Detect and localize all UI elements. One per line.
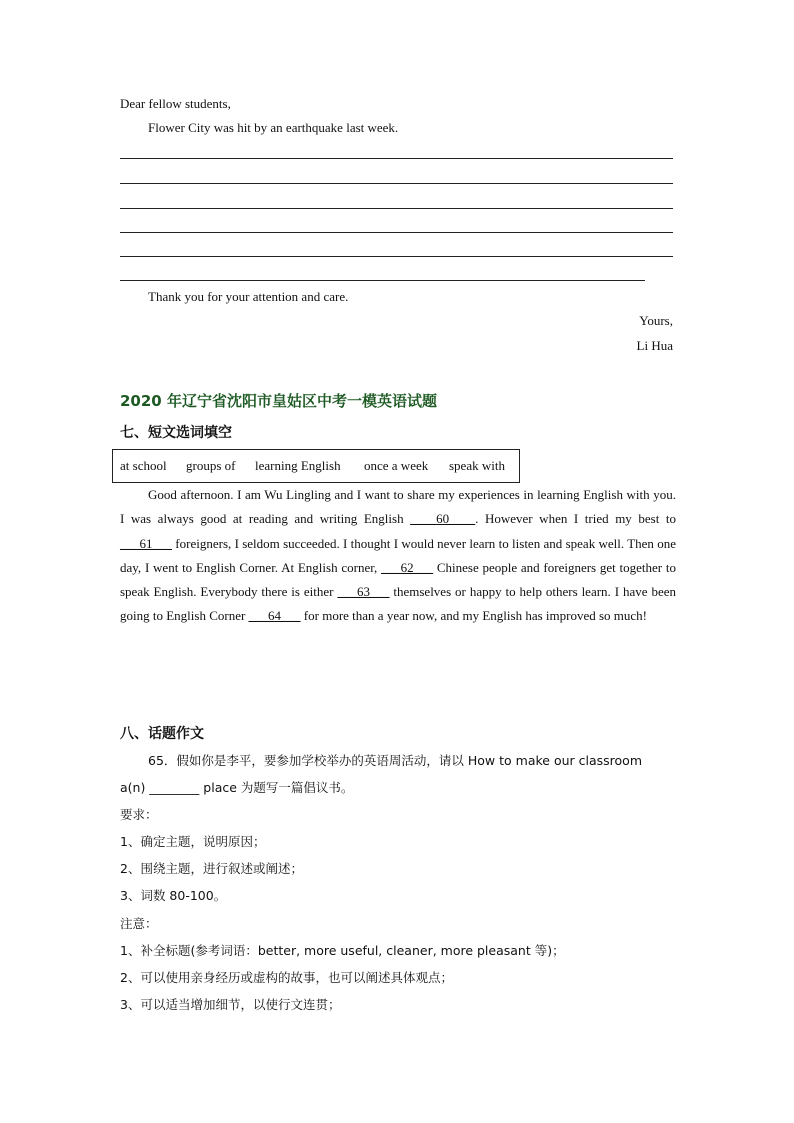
note-item: 2、可以使用亲身经历或虚构的故事，也可以阐述具体观点；: [120, 970, 453, 985]
blank-62: ___62___: [381, 559, 434, 575]
requirement-item: 2、围绕主题，进行叙述或阐述；: [120, 861, 303, 876]
passage-text: for more than a year now, and my English has improved so much!: [300, 608, 648, 624]
passage-text: Chinese people and foreigners get together to speak English. Everybody there is either: [120, 559, 676, 600]
letter-signature: Li Hua: [636, 338, 673, 353]
word-bank-item: at school: [120, 458, 167, 473]
requirements-label: 要求：: [120, 807, 158, 822]
writing-line: [120, 256, 673, 257]
letter-greeting: Dear fellow students,: [120, 96, 231, 111]
passage-text: Good afternoon. I am Wu Lingling and I want to share my experiences in learning English with you. I was always good at reading and writing English: [120, 487, 676, 527]
word-bank-item: groups of: [186, 458, 236, 473]
passage-text: . However when I tried my best to: [475, 511, 676, 527]
writing-line: [120, 208, 673, 209]
blank-60: ____60____: [410, 511, 476, 527]
section8-heading: 八、话题作文: [120, 726, 204, 742]
requirement-item: 1、确定主题，说明原因；: [120, 834, 266, 849]
writing-line: [120, 232, 673, 233]
cloze-passage: [120, 483, 676, 629]
section7-heading: 七、短文选词填空: [120, 425, 232, 441]
writing-line: [120, 158, 673, 159]
blank-63: ___63___: [337, 584, 390, 600]
exam-title: 2020 年辽宁省沈阳市皇姑区中考一模英语试题: [120, 392, 437, 410]
word-bank-item: once a week: [364, 458, 429, 473]
notes-label: 注意：: [120, 916, 158, 931]
blank-61: ___61___: [120, 535, 172, 551]
essay-prompt-line1: 65．假如你是李平，要参加学校举办的英语周活动，请以 How to make our classroom: [148, 753, 642, 768]
blank-64: ___64___: [248, 608, 301, 624]
writing-line: [120, 280, 645, 281]
passage-text: themselves or happy to help others learn. I have been going to English Corner: [120, 584, 676, 624]
note-item: 1、补全标题(参考词语：better, more useful, cleaner, more pleasant 等)；: [120, 943, 565, 958]
word-bank-item: speak with: [449, 458, 505, 473]
word-bank: [112, 449, 520, 483]
letter-opening: Flower City was hit by an earthquake last week.: [148, 120, 399, 135]
letter-signoff: Yours,: [639, 313, 673, 328]
letter-closing: Thank you for your attention and care.: [148, 289, 349, 304]
essay-prompt-line2: a(n) ________ place 为题写一篇倡议书。: [120, 780, 354, 795]
note-item: 3、可以适当增加细节，以使行文连贯；: [120, 997, 341, 1012]
passage-text: foreigners, I seldom succeeded. I thought I would never learn to listen and speak well. Then one day, I went to English Corner. At English corner,: [120, 535, 676, 575]
requirement-item: 3、词数 80-100。: [120, 888, 227, 903]
word-bank-item: learning English: [255, 458, 341, 473]
writing-line: [120, 183, 673, 184]
